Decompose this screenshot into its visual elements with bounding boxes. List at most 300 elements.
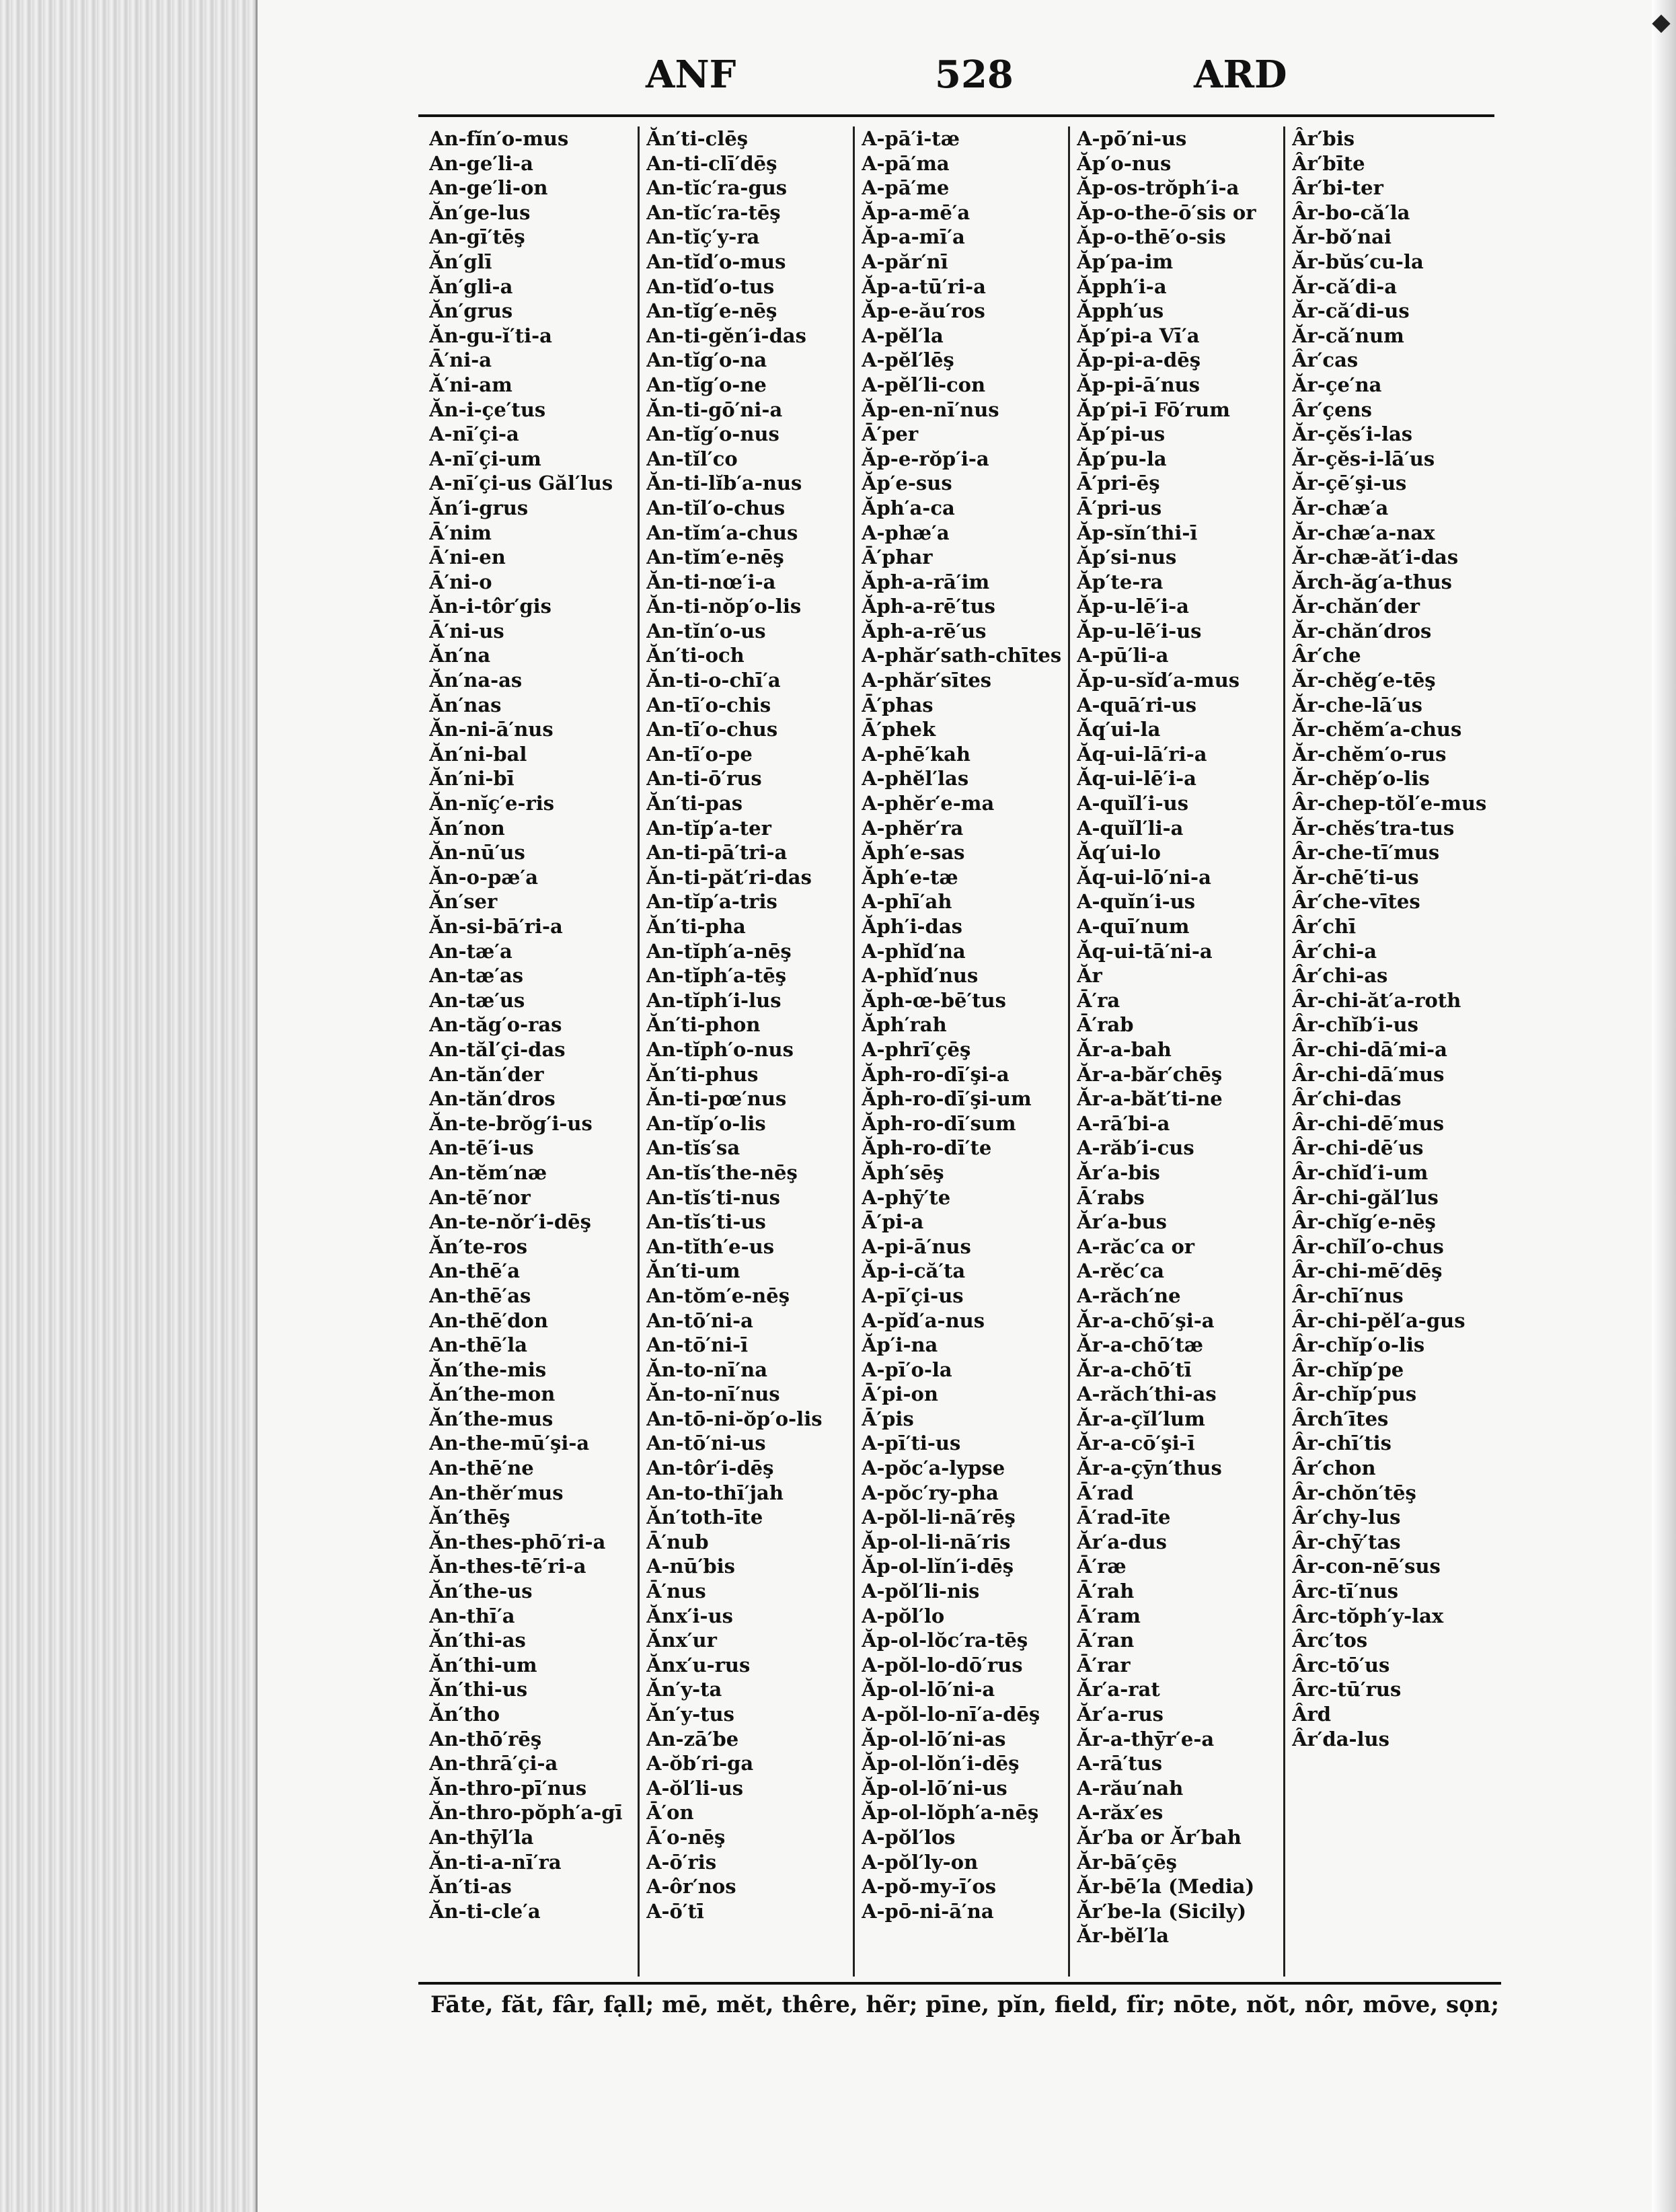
dictionary-entry: A-răb′i-cus (1077, 1136, 1194, 1160)
dictionary-entry: Ăn-te-brŏg′i-us (429, 1111, 593, 1135)
dictionary-entry: An-tĭph′o-nus (646, 1037, 794, 1061)
dictionary-entry: Ā′rar (1077, 1653, 1131, 1676)
dictionary-entry: Ăq-ui-lō′ni-a (1077, 865, 1211, 889)
dictionary-entry: A-pŏl′li-nis (862, 1580, 980, 1603)
dictionary-entry: Ârd (1292, 1703, 1332, 1726)
dictionary-entry: Ăp′pi-ī Fō′rum (1077, 398, 1230, 421)
dictionary-entry: A-rā′bi-a (1077, 1111, 1170, 1135)
dictionary-entry: Ā′nus (646, 1580, 706, 1603)
dictionary-entry: Ăr-che-lā′us (1292, 693, 1422, 716)
dictionary-entry: Ā′phas (862, 693, 934, 716)
header-right-guideword: ARD (1194, 52, 1287, 97)
dictionary-entry: Âr-chi-dā′mi-a (1292, 1037, 1447, 1061)
dictionary-entry: A-pā′me (862, 176, 950, 200)
dictionary-entry: Ăr-bĕl′la (1077, 1924, 1170, 1948)
dictionary-entry: Ăn′y-tus (646, 1703, 734, 1726)
dictionary-entry: Ăr-bŏ′nai (1292, 225, 1392, 249)
dictionary-entry: Ăp-o-the-ō′sis or (1077, 200, 1256, 224)
dictionary-entry: Ăn-gu-ĭ′ti-a (429, 324, 552, 347)
dictionary-entry: Ârc′tos (1292, 1629, 1368, 1652)
dictionary-entry: Âr′bi-ter (1292, 176, 1383, 200)
dictionary-entry: Ăn-si-bā′ri-a (429, 915, 563, 938)
dictionary-entry: Âr-chi-pĕl′a-gus (1292, 1308, 1465, 1332)
dictionary-entry: A-pā′i-tæ (862, 127, 960, 150)
dictionary-entry: Ā′pi-a (862, 1210, 924, 1234)
dictionary-entry: Ăn-to-nī′nus (646, 1382, 780, 1406)
dictionary-entry: Ăn′thēş (429, 1506, 510, 1529)
dictionary-entry: Âr-bo-că′la (1292, 200, 1410, 224)
dictionary-entry: A-rā′tus (1077, 1752, 1163, 1775)
dictionary-entry: Âr-chi-mē′dēş (1292, 1259, 1443, 1283)
dictionary-entry: Ăn-ti-gō′ni-a (646, 398, 783, 421)
dictionary-entry: An-thē′don (429, 1308, 548, 1332)
dictionary-entry: Ăph′e-tæ (862, 865, 958, 889)
dictionary-entry: Ăp′pi-us (1077, 422, 1166, 446)
dictionary-entry: Âr-chi-găl′lus (1292, 1185, 1439, 1209)
dictionary-entry: A-nī′çi-um (429, 447, 541, 470)
dictionary-entry: An-tĭg′e-nēş (646, 299, 777, 323)
dictionary-entry: Ăn′na-as (429, 669, 523, 692)
dictionary-entry: A-pĕl′lēş (862, 348, 954, 372)
dictionary-entry: Ăr-bē′la (Media) (1077, 1875, 1255, 1898)
dictionary-entry: An-thē′la (429, 1333, 528, 1357)
entry-columns (422, 126, 1498, 1977)
dictionary-entry: Ăpph′us (1077, 299, 1164, 323)
dictionary-entry: An-tĕm′næ (429, 1160, 547, 1184)
dictionary-entry: An-thī′a (429, 1604, 515, 1627)
dictionary-entry: Ā′ræ (1077, 1555, 1127, 1578)
dictionary-entry: Ăp′te-ra (1077, 570, 1164, 593)
dictionary-entry: An-gī′tēş (429, 225, 525, 249)
dictionary-entry: Ăn′non (429, 816, 505, 840)
dictionary-entry: An-tĭp′a-ter (646, 816, 771, 840)
dictionary-entry: Âr′chi-a (1292, 939, 1377, 963)
dictionary-entry: Ăn-ni-ā′nus (429, 718, 554, 741)
dictionary-entry: A-phĕr′ra (862, 816, 964, 840)
dictionary-entry: Ā′ra (1077, 988, 1120, 1012)
dictionary-entry: An-tĭth′e-us (646, 1234, 775, 1258)
dictionary-entry: Ănx′ur (646, 1629, 717, 1652)
dictionary-entry: Ăn′ti-phus (646, 1062, 759, 1086)
dictionary-entry: A-quĭn′i-us (1077, 890, 1196, 914)
dictionary-entry: Ăn′ti-clēş (646, 127, 749, 150)
dictionary-entry: A-pŏl-lo-dō′rus (862, 1653, 1023, 1676)
dictionary-entry: An-tĭs′ti-nus (646, 1185, 780, 1209)
dictionary-entry: Ăn-i-tôr′gis (429, 595, 551, 618)
dictionary-entry: Ăp′e-sus (862, 472, 952, 495)
dictionary-entry: Ăp-u-lē′i-a (1077, 595, 1189, 618)
dictionary-entry: An-thē′ne (429, 1457, 534, 1480)
dictionary-entry: A-phĭd′na (862, 939, 966, 963)
dictionary-entry: Ā′o-nēş (646, 1825, 726, 1849)
dictionary-entry: An-thrā′çi-a (429, 1752, 558, 1775)
dictionary-entry: A-răch′ne (1077, 1284, 1181, 1307)
dictionary-entry: A-pŏl′ly-on (862, 1850, 979, 1874)
dictionary-entry: Ăn′ni-bī (429, 767, 515, 790)
dictionary-entry: An-fĭn′o-mus (429, 127, 569, 150)
dictionary-entry: A-pĕl′li-con (862, 373, 986, 396)
dictionary-entry: An-tō′ni-ī (646, 1333, 749, 1357)
dictionary-entry: Ăp-i-că′ta (862, 1259, 966, 1283)
dictionary-entry: Ăn′y-ta (646, 1678, 722, 1701)
dictionary-entry: Âr-chĭd′i-um (1292, 1160, 1429, 1184)
dictionary-entry: Ăn′ti-och (646, 644, 745, 667)
page-number: 528 (935, 52, 1014, 97)
dictionary-entry: Ăn-ti-nŏp′o-lis (646, 595, 802, 618)
dictionary-entry: Ăr-a-băr′chēş (1077, 1062, 1223, 1086)
dictionary-entry: Âr-chĭb′i-us (1292, 1013, 1418, 1037)
dictionary-entry: A-pŏ-my-ī′os (862, 1875, 997, 1898)
dictionary-entry: Ā′ni-us (429, 619, 504, 642)
dictionary-entry: Ăr-bā′çēş (1077, 1850, 1177, 1874)
dictionary-entry: Ăr-a-chō′tī (1077, 1358, 1192, 1381)
dictionary-entry: Ăr-a-cō′şi-ī (1077, 1432, 1195, 1455)
dictionary-entry: Âr′cas (1292, 348, 1359, 372)
dictionary-entry: Ăph-ro-dī′şi-um (862, 1087, 1032, 1111)
dictionary-entry: An-tĭm′a-chus (646, 521, 798, 544)
dictionary-entry: Ăr-chē′ti-us (1292, 865, 1419, 889)
dictionary-entry: An-tē′i-us (429, 1136, 534, 1160)
dictionary-entry: Ăr-chæ-ăt′i-das (1292, 546, 1459, 569)
dictionary-entry: Âr′bīte (1292, 151, 1365, 175)
dictionary-entry: Ăp′si-nus (1077, 546, 1177, 569)
dictionary-entry: Ăr-chæ′a-nax (1292, 521, 1435, 544)
dictionary-entry: A-pī′o-la (862, 1358, 952, 1381)
dictionary-entry: Ăn′te-ros (429, 1234, 528, 1258)
dictionary-entry: Ăr-a-chō′şi-a (1077, 1308, 1215, 1332)
dictionary-entry: A-pi-ā′nus (862, 1234, 971, 1258)
dictionary-entry: An-tō′ni-us (646, 1432, 766, 1455)
dictionary-entry: An-the-mū′şi-a (429, 1432, 590, 1455)
dictionary-entry: Âr-chī′tis (1292, 1432, 1392, 1455)
dictionary-entry: A-pŏc′ry-pha (862, 1481, 999, 1504)
dictionary-entry: Ârch′ītes (1292, 1407, 1389, 1430)
dictionary-entry: An-tĭp′o-lis (646, 1111, 766, 1135)
dictionary-entry: A-rĕc′ca (1077, 1259, 1165, 1283)
header-left-guideword: ANF (646, 52, 736, 97)
dictionary-entry: A-ō′tī (646, 1899, 704, 1923)
dictionary-entry: Ăr-chĕg′e-tēş (1292, 669, 1436, 692)
dictionary-entry: Âr′chi-as (1292, 964, 1388, 988)
dictionary-entry: Ăp′pu-la (1077, 447, 1167, 470)
dictionary-entry: Ănx′i-us (646, 1604, 733, 1627)
dictionary-entry: A-răc′ca or (1077, 1234, 1195, 1258)
dictionary-entry: An-tĭl′o-chus (646, 496, 786, 519)
dictionary-entry: Ā′pri-ēş (1077, 472, 1160, 495)
dictionary-entry: Ăq-ui-lē′i-a (1077, 767, 1196, 790)
dictionary-entry: Âr-chi-ăt′a-roth (1292, 988, 1461, 1012)
dictionary-entry: Ăn-ti-nœ′i-a (646, 570, 776, 593)
dictionary-entry: An-te-nŏr′i-dēş (429, 1210, 591, 1234)
dictionary-entry: Ăp-ol-lŏc′ra-tēş (862, 1629, 1028, 1652)
dictionary-entry: An-zā′be (646, 1727, 739, 1750)
dictionary-entry: A-pŏc′a-lypse (862, 1457, 1005, 1480)
dictionary-entry: An-tĭph′i-lus (646, 988, 782, 1012)
dictionary-entry: Ăn′ti-pha (646, 915, 746, 938)
dictionary-entry: Ăph-a-rē′us (862, 619, 987, 642)
dictionary-entry: Ăr′a-bis (1077, 1160, 1160, 1184)
dictionary-entry: A-phĭd′nus (862, 964, 979, 988)
dictionary-entry: Ăpph′i-a (1077, 274, 1167, 298)
entry-column-5 (1283, 126, 1498, 1977)
dictionary-entry: Ăr-a-chō′tæ (1077, 1333, 1204, 1357)
dictionary-entry: An-ge′li-on (429, 176, 548, 200)
header-rule (418, 114, 1494, 117)
dictionary-entry: Ărch-ăg′a-thus (1292, 570, 1452, 593)
dictionary-entry: Ā′pis (862, 1407, 914, 1430)
dictionary-entry: Ăph′rah (862, 1013, 947, 1037)
dictionary-entry: A-ŏb′ri-ga (646, 1752, 754, 1775)
dictionary-entry: An-thō′rēş (429, 1727, 542, 1750)
dictionary-entry: Ăr-çē′şi-us (1292, 472, 1407, 495)
dictionary-entry: Ăr-că′di-a (1292, 274, 1398, 298)
dictionary-entry: Ârc-tū′rus (1292, 1678, 1402, 1701)
dictionary-entry: Ā′nub (646, 1530, 709, 1553)
dictionary-entry: Ârc-tō′us (1292, 1653, 1390, 1676)
dictionary-entry: Ăp-ol-lō′ni-a (862, 1678, 995, 1701)
dictionary-entry: A-pō-ni-ā′na (862, 1899, 994, 1923)
dictionary-entry: An-tĭg′o-nus (646, 422, 779, 446)
dictionary-entry: Ăp′pi-a Vī′a (1077, 324, 1200, 347)
dictionary-entry: Ăn-ti-cle′a (429, 1899, 541, 1923)
dictionary-entry: Ăph-œ-bē′tus (862, 988, 1006, 1012)
dictionary-entry: A-pā′ma (862, 151, 950, 175)
dictionary-entry: Ăn′thi-as (429, 1629, 526, 1652)
dictionary-entry: An-tĭm′e-nēş (646, 546, 784, 569)
dictionary-entry: Ăn′ti-um (646, 1259, 740, 1283)
dictionary-entry: A-pŏl′los (862, 1825, 956, 1849)
dictionary-entry: An-tō′ni-a (646, 1308, 753, 1332)
right-page-edge (1652, 0, 1676, 2212)
dictionary-entry: Ăr′a-rat (1077, 1678, 1160, 1701)
dictionary-entry: Ăn′the-us (429, 1580, 533, 1603)
dictionary-entry: A-quā′ri-us (1077, 693, 1197, 716)
dictionary-entry: Âr′chi-das (1292, 1087, 1402, 1111)
dictionary-entry: Ā′ni-a (429, 348, 492, 372)
dictionary-entry: An-tī′o-chis (646, 693, 771, 716)
dictionary-entry: Ăr′be-la (Sicily) (1077, 1899, 1247, 1923)
dictionary-entry: Ăn′na (429, 644, 491, 667)
dictionary-entry: A-phăr′sītes (862, 669, 992, 692)
dictionary-entry: A-nī′çi-us Găl′lus (429, 472, 613, 495)
dictionary-entry: Âr-che-tī′mus (1292, 841, 1440, 864)
dictionary-entry: Ăp-ol-lĭn′i-dēş (862, 1555, 1014, 1578)
dictionary-entry: A-phī′ah (862, 890, 952, 914)
dictionary-entry: Ăph′i-das (862, 915, 962, 938)
dictionary-entry: A-pī′çi-us (862, 1284, 964, 1307)
dictionary-entry: Ăp-ol-lŏn′i-dēş (862, 1752, 1020, 1775)
dictionary-entry: A-pū′li-a (1077, 644, 1169, 667)
dictionary-entry: Âr′bis (1292, 127, 1355, 150)
dictionary-entry: Ăr-çe′na (1292, 373, 1382, 396)
dictionary-entry: Ăn-thes-phō′ri-a (429, 1530, 606, 1553)
dictionary-entry: A-pō′ni-us (1077, 127, 1187, 150)
dictionary-entry: A-pŏl-lo-nī′a-dēş (862, 1703, 1040, 1726)
dictionary-entry: Ăq′ui-la (1077, 718, 1161, 741)
dictionary-entry: An-tĭl′co (646, 447, 738, 470)
entry-column-1 (422, 126, 638, 1977)
dictionary-entry: Ăph-ro-dī′sum (862, 1111, 1016, 1135)
dictionary-entry: Ăn-nĭç′e-ris (429, 792, 555, 815)
dictionary-entry: Ăn-ti-a-nī′ra (429, 1850, 562, 1874)
dictionary-entry: Ăph-ro-dī′şi-a (862, 1062, 1010, 1086)
dictionary-entry: An-ti-ō′rus (646, 767, 762, 790)
dictionary-entry: Ăr-a-thȳr′e-a (1077, 1727, 1215, 1750)
dictionary-entry: An-ti-gĕn′i-das (646, 324, 806, 347)
dictionary-entry: An-tĭc′ra-tēş (646, 200, 781, 224)
dictionary-entry: A-quī′num (1077, 915, 1190, 938)
dictionary-entry: An-tĭg′o-ne (646, 373, 767, 396)
dictionary-entry: An-tĭph′a-tēş (646, 964, 787, 988)
dictionary-entry: An-tĭd′o-mus (646, 250, 786, 273)
dictionary-entry: An-tæ′as (429, 964, 524, 988)
dictionary-entry: A-ôr′nos (646, 1875, 736, 1898)
dictionary-entry: Ăp′o-nus (1077, 151, 1172, 175)
dictionary-entry: An-tĭph′a-nēş (646, 939, 792, 963)
dictionary-entry: Ăn-ti-o-chī′a (646, 669, 781, 692)
dictionary-entry: A-ŏl′li-us (646, 1776, 744, 1800)
dictionary-entry: An-tæ′a (429, 939, 512, 963)
dictionary-entry: A-nū′bis (646, 1555, 735, 1578)
dictionary-entry: Ăn′ni-bal (429, 742, 527, 766)
dictionary-entry: Ăp-u-sĭd′a-mus (1077, 669, 1240, 692)
dictionary-entry: Ăn′the-mis (429, 1358, 547, 1381)
dictionary-entry: A-păr′nī (862, 250, 948, 273)
dictionary-entry: Ăp′pa-im (1077, 250, 1174, 273)
dictionary-entry: Ăn-i-çe′tus (429, 398, 546, 421)
dictionary-entry: Âr′da-lus (1292, 1727, 1389, 1750)
dictionary-entry: Ăn-ti-păt′ri-das (646, 865, 812, 889)
dictionary-entry: Âr′che (1292, 644, 1361, 667)
dictionary-entry: A-pŏl-li-nā′rēş (862, 1506, 1016, 1529)
dictionary-entry: A-phĕr′e-ma (862, 792, 995, 815)
dictionary-entry: Ăp-u-lē′i-us (1077, 619, 1202, 642)
dictionary-entry: Ănx′u-rus (646, 1653, 751, 1676)
dictionary-entry: Ăp-ol-lō′ni-as (862, 1727, 1006, 1750)
dictionary-entry: Ā′nim (429, 521, 492, 544)
dictionary-entry: An-tĭs′ti-us (646, 1210, 766, 1234)
dictionary-entry: Ăph-a-rā′im (862, 570, 990, 593)
dictionary-entry: A-răx′es (1077, 1801, 1164, 1824)
dictionary-entry: An-tôr′i-dēş (646, 1457, 774, 1480)
dictionary-entry: A-nī′çi-a (429, 422, 519, 446)
dictionary-entry: Ăp-sĭn′thi-ī (1077, 521, 1198, 544)
dictionary-entry: An-tĭd′o-tus (646, 274, 775, 298)
dictionary-entry: Ăn-thro-pŏph′a-gī (429, 1801, 623, 1824)
dictionary-entry: Ā′rad-īte (1077, 1506, 1171, 1529)
dictionary-entry: Ăr-chæ′a (1292, 496, 1389, 519)
dictionary-entry: Ăn′glī (429, 250, 492, 273)
dictionary-entry: Âr-chȳ′tas (1292, 1530, 1401, 1553)
dictionary-entry: An-tĭp′a-tris (646, 890, 777, 914)
entry-column-3 (853, 126, 1068, 1977)
dictionary-entry: Ăn′the-mus (429, 1407, 554, 1430)
dictionary-entry: Ā′ram (1077, 1604, 1141, 1627)
dictionary-entry: Ăn′ti-as (429, 1875, 512, 1898)
dictionary-entry: Ăr′ba or Ăr′bah (1077, 1825, 1242, 1849)
dictionary-entry: Ăn′ti-phon (646, 1013, 761, 1037)
dictionary-entry: Ăn′thi-us (429, 1678, 528, 1701)
dictionary-entry: A-phrī′çēş (862, 1037, 971, 1061)
dictionary-entry: A-pī′ti-us (862, 1432, 961, 1455)
dictionary-entry: Ăph′a-ca (862, 496, 955, 519)
dictionary-entry: Ăp-ol-lō′ni-us (862, 1776, 1007, 1800)
dictionary-entry: An-thĕr′mus (429, 1481, 564, 1504)
entry-column-4 (1068, 126, 1283, 1977)
dictionary-entry: Ăph′sēş (862, 1160, 944, 1184)
dictionary-entry: Ā′ni-o (429, 570, 492, 593)
dictionary-entry: An-tĭg′o-na (646, 348, 767, 372)
dictionary-entry: Ăn-ti-pœ′nus (646, 1087, 787, 1111)
dictionary-entry: An-tē′nor (429, 1185, 531, 1209)
dictionary-entry: Ăr-a-çȳn′thus (1077, 1457, 1222, 1480)
dictionary-entry: Ăp-ol-lŏph′a-nēş (862, 1801, 1039, 1824)
dictionary-entry: An-thȳl′la (429, 1825, 534, 1849)
footer-rule (418, 1982, 1501, 1985)
dictionary-entry: Âr-chŏn′tēş (1292, 1481, 1416, 1504)
dictionary-entry: Âr-chi-dē′mus (1292, 1111, 1445, 1135)
dictionary-entry: An-ge′li-a (429, 151, 533, 175)
dictionary-entry: Ăn′grus (429, 299, 513, 323)
dictionary-entry: Ăp-a-mī′a (862, 225, 965, 249)
dictionary-entry: Ăph-a-rē′tus (862, 595, 995, 618)
dictionary-entry: Ăp-os-trŏph′i-a (1077, 176, 1240, 200)
dictionary-entry: Ăn-thro-pī′nus (429, 1776, 587, 1800)
dictionary-entry: Ā′ran (1077, 1629, 1135, 1652)
dictionary-entry: Ā′phek (862, 718, 936, 741)
dictionary-entry: An-tăg′o-ras (429, 1013, 562, 1037)
dictionary-entry: Ăq-ui-tā′ni-a (1077, 939, 1213, 963)
dictionary-entry: A-phăr′sath-chītes (862, 644, 1062, 667)
dictionary-entry: Âr-chi-dā′mus (1292, 1062, 1445, 1086)
dictionary-entry: An-tæ′us (429, 988, 525, 1012)
dictionary-entry: Ârc-tī′nus (1292, 1580, 1399, 1603)
dictionary-entry: Âr-chĭl′o-chus (1292, 1234, 1444, 1258)
dictionary-entry: Ăn′i-grus (429, 496, 529, 519)
dictionary-entry: An-tō-ni-ŏp′o-lis (646, 1407, 823, 1430)
dictionary-entry: An-ti-pā′tri-a (646, 841, 788, 864)
dictionary-entry: Ăn-o-pæ′a (429, 865, 538, 889)
dictionary-entry: Ăn-thes-tē′ri-a (429, 1555, 586, 1578)
dictionary-entry: Ăn′toth-īte (646, 1506, 763, 1529)
dictionary-entry: Ăn′gli-a (429, 274, 513, 298)
dictionary-entry: Ăp-pi-ā′nus (1077, 373, 1201, 396)
dictionary-entry: Âr-chĭp′pus (1292, 1382, 1417, 1406)
dictionary-entry: Ăr (1077, 964, 1102, 988)
dictionary-entry: Âr-chep-tŏl′e-mus (1292, 792, 1487, 815)
dictionary-entry: An-tăn′dros (429, 1087, 556, 1111)
dictionary-entry: A-phæ′a (862, 521, 950, 544)
dictionary-entry: Âr-chĭg′e-nēş (1292, 1210, 1436, 1234)
dictionary-entry: Ăr-a-băt′ti-ne (1077, 1087, 1223, 1111)
dictionary-entry: Ăq-ui-lā′ri-a (1077, 742, 1207, 766)
dictionary-entry: An-tĭs′sa (646, 1136, 740, 1160)
dictionary-entry: An-tī′o-chus (646, 718, 778, 741)
dictionary-entry: Ā′rabs (1077, 1185, 1145, 1209)
dictionary-entry: Ăr-chĕm′o-rus (1292, 742, 1447, 766)
dictionary-entry: Ăr′a-dus (1077, 1530, 1167, 1553)
dictionary-entry: Ăp-en-nī′nus (862, 398, 999, 421)
dictionary-entry: Ăn-ti-lĭb′a-nus (646, 472, 802, 495)
dictionary-entry: An-tŏm′e-nēş (646, 1284, 790, 1307)
dictionary-entry: Ăr-chĕs′tra-tus (1292, 816, 1455, 840)
dictionary-entry: Ăp′i-na (862, 1333, 938, 1357)
dictionary-entry: An-tăl′çi-das (429, 1037, 566, 1061)
dictionary-entry: An-tĭn′o-us (646, 619, 766, 642)
dictionary-entry: A-phĕl′las (862, 767, 969, 790)
dictionary-entry: Âr-chi-dē′us (1292, 1136, 1424, 1160)
dictionary-entry: Ăr-chĕm′a-chus (1292, 718, 1462, 741)
